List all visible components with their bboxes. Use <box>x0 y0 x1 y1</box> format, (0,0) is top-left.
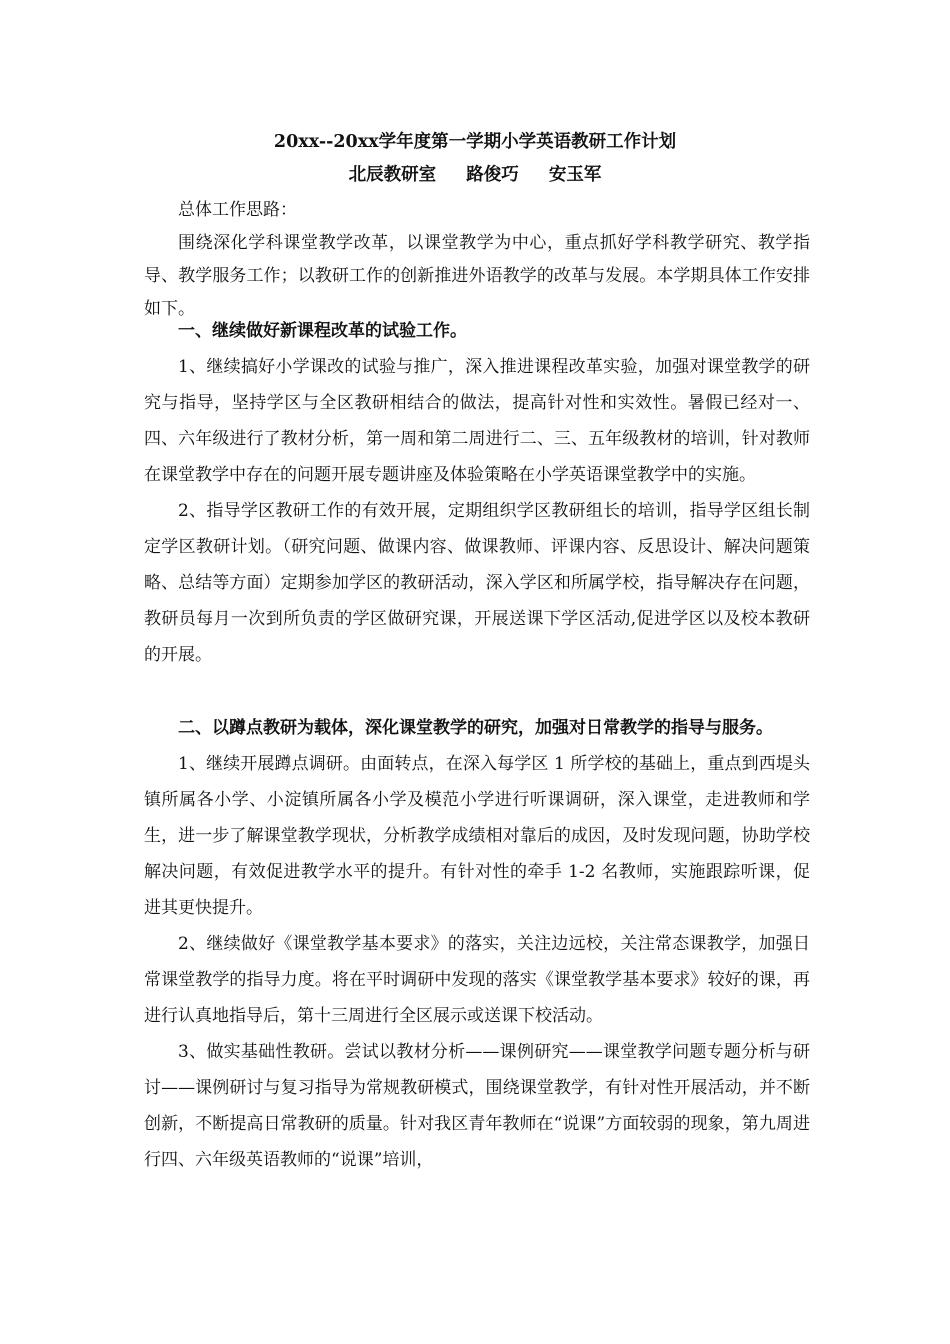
section-2-heading: 二、以蹲点教研为载体，深化课堂教学的研究，加强对日常教学的指导与服务。 <box>178 718 773 738</box>
section-2-paragraph-1: 1、继续开展蹲点调研。由面转点，在深入每学区 1 所学校的基础上，重点到西堤头镇所属各小学、小淀镇所属各小学及模范小学进行听课调研，深入课堂，走进教师和学生，进一步了解课堂教学现状，分析教学成绩相对靠后的成因，及时发现问题，协助学校解决问题，有效促进教学水平的提升。有针对性的牵手 1-2 名教师，实施跟踪听课，促进其更快提升。 <box>144 754 810 918</box>
section-2 <box>144 710 810 1178</box>
section-1-paragraph-2: 2、指导学区教研工作的有效开展，定期组织学区教研组长的培训，指导学区组长制定学区教研计划。（研究问题、做课内容、做课教师、评课内容、反思设计、解决问题策略、总结等方面）定期参加学区的教研活动，深入学区和所属学校，指导解决存在问题，教研员每月一次到所负责的学区做研究课，开展送课下学区活动,促进学区以及校本教研的开展。 <box>144 501 810 665</box>
document-title: 20xx--20xx学年度第一学期小学英语教研工作计划 <box>273 132 677 152</box>
intro-section <box>144 194 810 326</box>
author-name-1: 路俊巧 <box>466 165 519 185</box>
section-2-paragraph-3: 3、做实基础性教研。尝试以教材分析——课例研究——课堂教学问题专题分析与研讨——课例研讨与复习指导为常规教研模式，围绕课堂教学，有针对性开展活动，并不断创新，不断提高日常教研的质量。针对我区青年教师在“说课”方面较弱的现象，第九周进行四、六年级英语教师的“说课”培训， <box>144 1042 810 1170</box>
author-office: 北辰教研室 <box>348 165 437 185</box>
section-2-paragraph-2: 2、继续做好《课堂教学基本要求》的落实，关注边远校，关注常态课教学，加强日常课堂教学的指导力度。将在平时调研中发现的落实《课堂教学基本要求》较好的课，再进行认真地指导后，第十三周进行全区展示或送课下校活动。 <box>144 934 810 1026</box>
section-1-paragraph-1: 1、继续搞好小学课改的试验与推广，深入推进课程改革实验，加强对课堂教学的研究与指导，坚持学区与全区教研相结合的做法，提高针对性和实效性。暑假已经对一、四、六年级进行了教材分析，第一周和第二周进行二、三、五年级教材的培训，针对教师在课堂教学中存在的问题开展专题讲座及体验策略在小学英语课堂教学中的实施。 <box>144 357 810 485</box>
intro-paragraph: 围绕深化学科课堂教学改革，以课堂教学为中心，重点抓好学科教学研究、教学指导、教学服务工作；以教研工作的创新推进外语教学的改革与发展。本学期具体工作安排如下。 <box>144 233 810 319</box>
section-1-heading: 一、继续做好新课程改革的试验工作。 <box>178 321 467 341</box>
intro-heading: 总体工作思路： <box>178 200 297 220</box>
section-1 <box>144 313 810 673</box>
author-line <box>0 161 950 186</box>
author-name-2: 安玉军 <box>548 165 602 185</box>
